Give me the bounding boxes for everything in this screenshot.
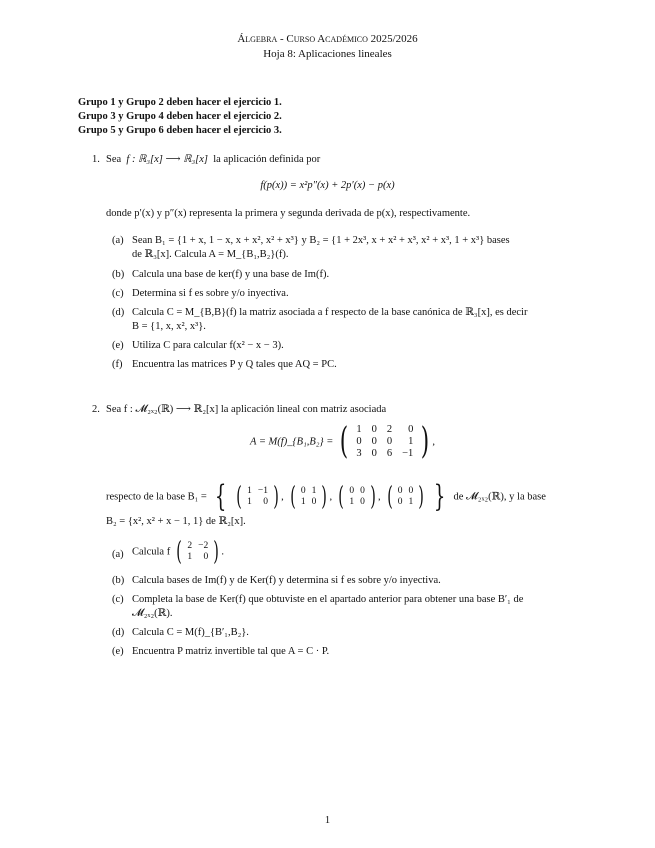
item-text: Calcula C = M_{B,B}(f) la matriz asociada a f respecto de la base canónica de ℝ₃[x], es decir [132, 307, 528, 318]
exercise-2-number: 2. [92, 404, 100, 415]
item-label: (d) [112, 307, 125, 318]
item-text: Determina si f es sobre y/o inyectiva. [132, 288, 289, 299]
item-label: (c) [112, 594, 124, 605]
item-text: Utiliza C para calcular f(x² − x − 3). [132, 340, 284, 351]
item-label: (a) [112, 549, 124, 560]
item-label: (e) [112, 646, 124, 657]
item-label: (b) [112, 269, 125, 280]
matrix-lhs: A = M(f)_{B₁,B₂} = [250, 436, 334, 448]
item-text: Encuentra las matrices P y Q tales que AQ = PC. [132, 359, 337, 370]
sheet-title: Hoja 8: Aplicaciones lineales [263, 48, 392, 60]
item-label: (e) [112, 340, 124, 351]
item-text: Calcula una base de ker(f) y una base de Im(f). [132, 269, 330, 280]
item-label: (c) [112, 288, 124, 299]
exercise-2-intro: Sea f : 𝓜₂ₓ₂(ℝ) ⟶ ℝ₂[x] la aplicación lineal con matriz asociada [106, 404, 387, 415]
item-text: de ℝ₃[x]. Calcula A = M_{B₁,B₂}(f). [132, 249, 289, 260]
group-line-2: Grupo 3 y Grupo 4 deben hacer el ejercicio 2. [78, 111, 282, 122]
item-text: Encuentra P matriz invertible tal que A = C · P. [132, 646, 330, 657]
item-text: Completa la base de Ker(f) que obtuviste en el apartado anterior para obtener una base B′₁ de [132, 594, 524, 605]
basis-B1-line: respecto de la base B₁ = { ( 1 −1 1 0 ) , ( 0 1 1 0 ) , ( 0 0 1 0 ) , ( 0 0 0 1 ) } de 𝓜₂ₓ₂(ℝ), y la base [106, 479, 546, 514]
page-number: 1 [324, 815, 331, 826]
matrix-equation: A = M(f)_{B₁,B₂} = ( 1 0 2 0 0 0 0 1 3 0 6 −1 ) , [250, 421, 435, 462]
item-text: B = {1, x, x², x³}. [132, 321, 206, 332]
item-text: 𝓜₂ₓ₂(ℝ). [132, 608, 173, 619]
group-line-3: Grupo 5 y Grupo 6 deben hacer el ejercicio 3. [78, 125, 282, 136]
item-text: Calcula C = M(f)_{B′₁,B₂}. [132, 627, 249, 638]
basis-B2-line: B₂ = {x², x² + x − 1, 1} de ℝ₂[x]. [106, 516, 246, 527]
group-line-1: Grupo 1 y Grupo 2 deben hacer el ejercicio 1. [78, 97, 282, 108]
item-text: Calcula f ( 2 −2 1 0 ) . [132, 537, 224, 567]
course-title: Álgebra - Curso Académico 2025/2026 [237, 33, 418, 45]
item-label: (b) [112, 575, 125, 586]
item-text: Sean B₁ = {1 + x, 1 − x, x + x², x² + x³} y B₂ = {1 + 2x³, x + x² + x³, x² + x³, 1 + x³} bases [132, 235, 510, 246]
item-text: Calcula bases de Im(f) y de Ker(f) y determina si f es sobre y/o inyectiva. [132, 575, 441, 586]
item-label: (f) [112, 359, 123, 370]
exercise-1-formula: f(p(x)) = x²p″(x) + 2p′(x) − p(x) [260, 180, 395, 191]
exercise-1-where: donde p′(x) y p″(x) representa la primera y segunda derivada de p(x), respectivamente. [106, 208, 471, 219]
matrix-A: 1 0 2 0 0 0 0 1 3 0 6 −1 [356, 424, 414, 459]
exercise-1-intro: Sea f : ℝ₃[x] ⟶ ℝ₃[x] la aplicación definida por [106, 154, 321, 165]
exercise-1-number: 1. [92, 154, 100, 165]
item-label: (a) [112, 235, 124, 246]
item-label: (d) [112, 627, 125, 638]
